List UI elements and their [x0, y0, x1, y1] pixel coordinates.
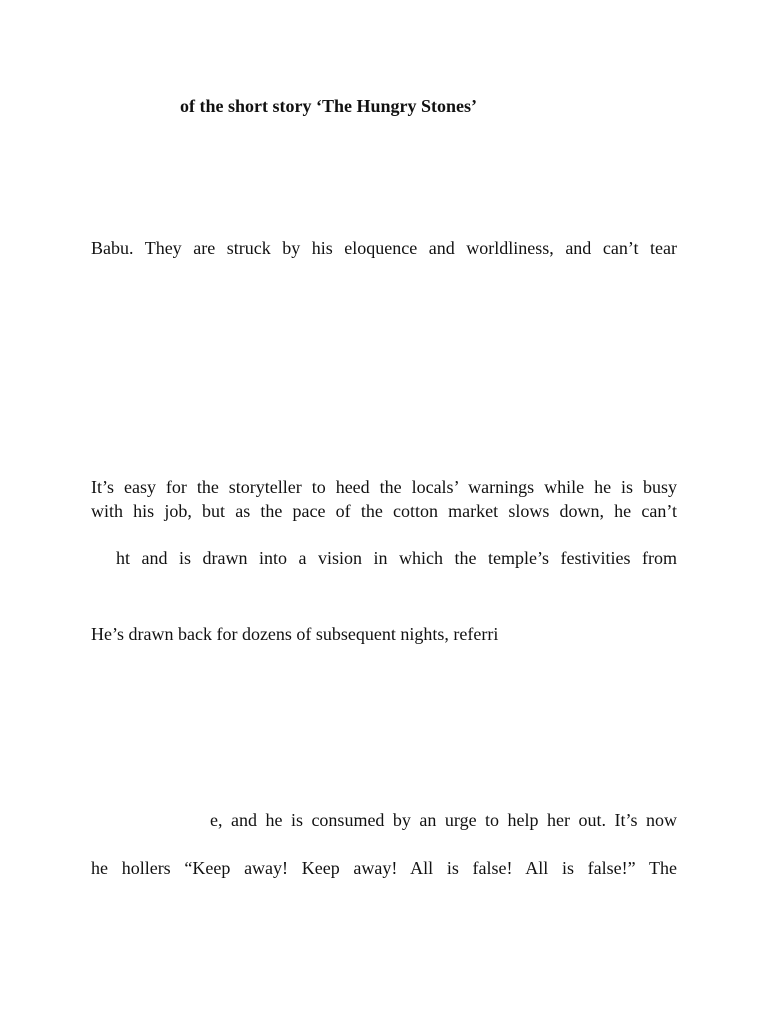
text-line-3: with his job, but as the pace of the cotton market slows down, he can’t	[91, 501, 677, 521]
text-line-5: He’s drawn back for dozens of subsequent nights, referri	[91, 624, 499, 644]
document-title-fragment: of the short story ‘The Hungry Stones’	[180, 96, 477, 116]
text-line-6: e, and he is consumed by an urge to help her out. It’s now	[210, 810, 677, 830]
text-line-4: ht and is drawn into a vision in which the temple’s festivities from	[116, 548, 677, 568]
text-line-2: It’s easy for the storyteller to heed the locals’ warnings while he is busy	[91, 477, 677, 497]
text-line-1: Babu. They are struck by his eloquence and worldliness, and can’t tear	[91, 238, 677, 258]
text-line-7: he hollers “Keep away! Keep away! All is false! All is false!” The	[91, 858, 677, 878]
